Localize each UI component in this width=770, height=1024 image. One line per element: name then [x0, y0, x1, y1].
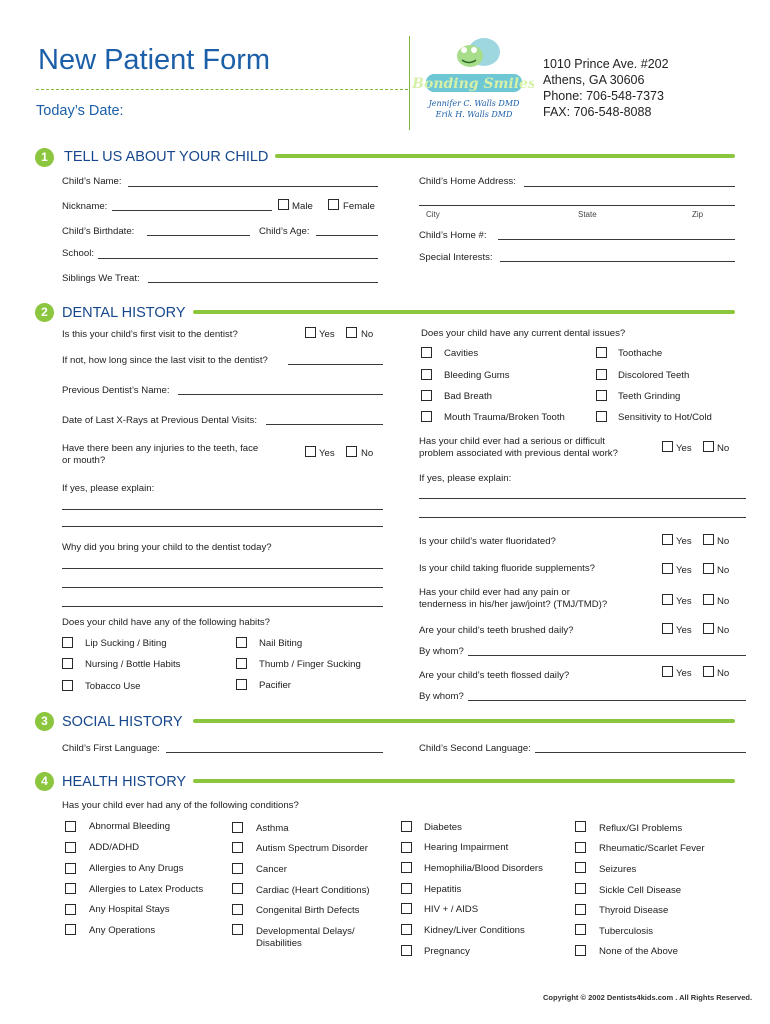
serious-problem-yes-label: Yes — [676, 443, 692, 454]
habit-label: Tobacco Use — [85, 681, 141, 692]
serious-problem-no-label: No — [717, 443, 730, 454]
condition-label: Allergies to Any Drugs — [89, 863, 184, 874]
serious-explain-line-1[interactable] — [419, 498, 746, 499]
flossed-question: Are your child’s teeth flossed daily? — [419, 670, 570, 681]
condition-label: Hearing Impairment — [424, 842, 509, 853]
brushed-no-label: No — [717, 625, 730, 636]
header-vertical-divider — [409, 36, 410, 130]
fluoridated-question: Is your child’s water fluoridated? — [419, 536, 556, 547]
issue-label: Cavities — [444, 348, 479, 359]
issue-label: Teeth Grinding — [618, 391, 681, 402]
school-label: School: — [62, 248, 94, 259]
condition-label: HIV + / AIDS — [424, 904, 479, 915]
injuries-question-line-1: Have there been any injuries to the teeth, face — [62, 443, 259, 454]
supplements-question: Is your child taking fluoride supplements? — [419, 563, 595, 574]
first-visit-no-label: No — [361, 329, 374, 340]
condition-checkbox[interactable] — [232, 863, 243, 874]
jaw-no-label: No — [717, 596, 730, 607]
dental-issues-question: Does your child have any current dental issues? — [421, 328, 626, 339]
issue-label: Sensitivity to Hot/Cold — [618, 412, 712, 423]
condition-label: Any Operations — [89, 925, 156, 936]
brushed-yes-label: Yes — [676, 625, 692, 636]
condition-label: Any Hospital Stays — [89, 904, 170, 915]
injuries-explain-line-2[interactable] — [62, 526, 383, 527]
jaw-question-line-2: tenderness in his/her jaw/joint? (TMJ/TMD)? — [419, 599, 608, 610]
brushed-question: Are your child’s teeth brushed daily? — [419, 625, 574, 636]
condition-label: None of the Above — [599, 946, 678, 957]
interests-field[interactable] — [500, 261, 735, 262]
condition-label: Asthma — [256, 823, 289, 834]
section-4-bar — [193, 779, 735, 783]
condition-label: Cancer — [256, 864, 287, 875]
age-label: Child’s Age: — [259, 226, 310, 237]
condition-checkbox[interactable] — [65, 821, 76, 832]
fluoridated-yes-checkbox[interactable] — [662, 534, 673, 545]
birthdate-field[interactable] — [147, 235, 250, 236]
condition-checkbox[interactable] — [401, 821, 412, 832]
page-title: New Patient Form — [38, 44, 271, 76]
condition-checkbox[interactable] — [575, 924, 586, 935]
section-2-title: DENTAL HISTORY — [62, 305, 186, 321]
condition-checkbox[interactable] — [232, 842, 243, 853]
condition-label: Cardiac (Heart Conditions) — [256, 885, 370, 896]
serious-problem-no-checkbox[interactable] — [703, 441, 714, 452]
condition-checkbox[interactable] — [401, 842, 412, 853]
supplements-yes-checkbox[interactable] — [662, 563, 673, 574]
first-visit-question: Is this your child’s first visit to the dentist? — [62, 329, 238, 340]
jaw-question-line-1: Has your child ever had any pain or — [419, 587, 570, 598]
xrays-field[interactable] — [266, 424, 383, 425]
condition-label: Pregnancy — [424, 946, 470, 957]
condition-checkbox[interactable] — [65, 883, 76, 894]
injuries-yes-label: Yes — [319, 448, 335, 459]
condition-checkbox[interactable] — [401, 945, 412, 956]
jaw-no-checkbox[interactable] — [703, 594, 714, 605]
habit-label: Thumb / Finger Sucking — [259, 659, 361, 670]
visit-reason-line-3[interactable] — [62, 606, 383, 607]
male-checkbox[interactable] — [278, 199, 289, 210]
section-3-number: 3 — [35, 712, 54, 731]
condition-label: Reflux/GI Problems — [599, 823, 683, 834]
brushed-by-whom-field[interactable] — [468, 655, 746, 656]
home-phone-field[interactable] — [498, 239, 735, 240]
condition-label: Kidney/Liver Conditions — [424, 925, 525, 936]
child-name-field[interactable] — [128, 186, 378, 187]
section-2-bar — [193, 310, 735, 314]
habit-checkbox[interactable] — [62, 680, 73, 691]
practice-logo — [412, 30, 534, 126]
condition-checkbox[interactable] — [575, 945, 586, 956]
logo-doctor-1: Jennifer C. Walls DMD — [428, 99, 520, 108]
condition-label: Hepatitis — [424, 884, 462, 895]
condition-label: Allergies to Latex Products — [89, 884, 204, 895]
logo-brand: Bonding Smiles — [412, 76, 534, 92]
previous-dentist-label: Previous Dentist’s Name: — [62, 385, 170, 396]
section-2-number: 2 — [35, 303, 54, 322]
zip-label: Zip — [692, 210, 704, 219]
serious-explain-label: If yes, please explain: — [419, 473, 512, 484]
birthdate-label: Child’s Birthdate: — [62, 226, 135, 237]
serious-problem-yes-checkbox[interactable] — [662, 441, 673, 452]
habit-checkbox[interactable] — [236, 637, 247, 648]
supplements-no-label: No — [717, 565, 730, 576]
visit-reason-line-1[interactable] — [62, 568, 383, 569]
section-1-bar — [275, 154, 735, 158]
condition-label: Tuberculosis — [599, 926, 654, 937]
jaw-yes-label: Yes — [676, 596, 692, 607]
condition-checkbox[interactable] — [232, 822, 243, 833]
condition-checkbox[interactable] — [232, 904, 243, 915]
condition-label: Autism Spectrum Disorder — [256, 843, 368, 854]
fluoridated-no-label: No — [717, 536, 730, 547]
siblings-label: Siblings We Treat: — [62, 273, 140, 284]
condition-checkbox[interactable] — [575, 821, 586, 832]
condition-checkbox[interactable] — [65, 863, 76, 874]
first-visit-yes-label: Yes — [319, 329, 335, 340]
first-visit-no-checkbox[interactable] — [346, 327, 357, 338]
issue-label: Mouth Trauma/Broken Tooth — [444, 412, 565, 423]
visit-reason-line-2[interactable] — [62, 587, 383, 588]
habits-question: Does your child have any of the following habits? — [62, 617, 270, 628]
injuries-explain-label: If yes, please explain: — [62, 483, 155, 494]
habit-label: Nursing / Bottle Habits — [85, 659, 181, 670]
section-3-bar — [193, 719, 735, 723]
condition-label: Seizures — [599, 864, 637, 875]
copyright-text: Copyright © 2002 Dentists4kids.com . All Rights Reserved. — [543, 993, 753, 1002]
condition-label: Diabetes — [424, 822, 462, 833]
issue-checkbox[interactable] — [596, 369, 607, 380]
flossed-by-whom-field[interactable] — [468, 700, 746, 701]
home-phone-label: Child’s Home #: — [419, 230, 487, 241]
habit-checkbox[interactable] — [62, 637, 73, 648]
habit-checkbox[interactable] — [62, 658, 73, 669]
section-1-title: TELL US ABOUT YOUR CHILD — [64, 149, 269, 165]
address-line-1: 1010 Prince Ave. #202 — [543, 57, 669, 71]
second-language-field[interactable] — [535, 752, 746, 753]
conditions-question: Has your child ever had any of the following conditions? — [62, 800, 299, 811]
previous-dentist-field[interactable] — [178, 394, 383, 395]
condition-label: ADD/ADHD — [89, 842, 140, 853]
condition-label: Thyroid Disease — [599, 905, 669, 916]
section-4-title: HEALTH HISTORY — [62, 774, 187, 790]
condition-label: Developmental Delays/ — [256, 926, 355, 937]
issue-checkbox[interactable] — [421, 411, 432, 422]
xrays-label: Date of Last X-Rays at Previous Dental Visits: — [62, 415, 257, 426]
todays-date-label: Today’s Date: — [36, 103, 124, 119]
condition-checkbox[interactable] — [401, 883, 412, 894]
flossed-yes-label: Yes — [676, 668, 692, 679]
fax-number: FAX: 706-548-8088 — [543, 105, 652, 119]
brushed-by-whom-label: By whom? — [419, 646, 464, 657]
condition-checkbox[interactable] — [401, 924, 412, 935]
child-name-label: Child’s Name: — [62, 176, 122, 187]
condition-checkbox[interactable] — [65, 924, 76, 935]
serious-problem-question-line-1: Has your child ever had a serious or difficult — [419, 436, 605, 447]
issue-checkbox[interactable] — [596, 390, 607, 401]
last-visit-question: If not, how long since the last visit to the dentist? — [62, 355, 268, 366]
nickname-field[interactable] — [112, 210, 272, 211]
injuries-question-line-2: or mouth? — [62, 455, 106, 466]
last-visit-field[interactable] — [288, 364, 383, 365]
condition-label: Abnormal Bleeding — [89, 821, 171, 832]
issue-checkbox[interactable] — [421, 347, 432, 358]
condition-checkbox[interactable] — [65, 842, 76, 853]
injuries-no-checkbox[interactable] — [346, 446, 357, 457]
habit-checkbox[interactable] — [236, 658, 247, 669]
issue-label: Toothache — [618, 348, 663, 359]
condition-label-continued: Disabilities — [256, 938, 302, 949]
school-field[interactable] — [98, 258, 378, 259]
habit-checkbox[interactable] — [236, 679, 247, 690]
city-state-zip-field[interactable] — [419, 205, 735, 206]
siblings-field[interactable] — [148, 282, 378, 283]
condition-label: Congenital Birth Defects — [256, 905, 360, 916]
issue-label: Bleeding Gums — [444, 370, 510, 381]
interests-label: Special Interests: — [419, 252, 493, 263]
home-address-label: Child’s Home Address: — [419, 176, 516, 187]
jaw-yes-checkbox[interactable] — [662, 594, 673, 605]
fluoridated-yes-label: Yes — [676, 536, 692, 547]
condition-checkbox[interactable] — [401, 862, 412, 873]
brushed-no-checkbox[interactable] — [703, 623, 714, 634]
condition-checkbox[interactable] — [575, 883, 586, 894]
injuries-no-label: No — [361, 448, 374, 459]
condition-label: Hemophilia/Blood Disorders — [424, 863, 543, 874]
injuries-yes-checkbox[interactable] — [305, 446, 316, 457]
section-1-number: 1 — [35, 148, 54, 167]
condition-checkbox[interactable] — [232, 883, 243, 894]
flossed-no-checkbox[interactable] — [703, 666, 714, 677]
condition-checkbox[interactable] — [401, 903, 412, 914]
second-language-label: Child’s Second Language: — [419, 743, 531, 754]
serious-explain-line-2[interactable] — [419, 517, 746, 518]
issue-checkbox[interactable] — [596, 347, 607, 358]
city-label: City — [426, 210, 440, 219]
issue-checkbox[interactable] — [421, 369, 432, 380]
condition-checkbox[interactable] — [232, 924, 243, 935]
habit-label: Pacifier — [259, 680, 291, 691]
habit-label: Lip Sucking / Biting — [85, 638, 167, 649]
flossed-by-whom-label: By whom? — [419, 691, 464, 702]
fluoridated-no-checkbox[interactable] — [703, 534, 714, 545]
phone-number: Phone: 706-548-7373 — [543, 89, 664, 103]
condition-checkbox[interactable] — [575, 904, 586, 915]
section-4-number: 4 — [35, 772, 54, 791]
female-label: Female — [343, 201, 375, 212]
issue-checkbox[interactable] — [596, 411, 607, 422]
habit-label: Nail Biting — [259, 638, 303, 649]
condition-checkbox[interactable] — [575, 842, 586, 853]
issue-checkbox[interactable] — [421, 390, 432, 401]
flossed-yes-checkbox[interactable] — [662, 666, 673, 677]
supplements-yes-label: Yes — [676, 565, 692, 576]
issue-label: Bad Breath — [444, 391, 493, 402]
issue-label: Discolored Teeth — [618, 370, 690, 381]
flossed-no-label: No — [717, 668, 730, 679]
condition-checkbox[interactable] — [575, 862, 586, 873]
address-line-2: Athens, GA 30606 — [543, 73, 645, 87]
condition-checkbox[interactable] — [65, 904, 76, 915]
injuries-explain-line-1[interactable] — [62, 509, 383, 510]
first-language-field[interactable] — [166, 752, 383, 753]
section-3-title: SOCIAL HISTORY — [62, 714, 183, 730]
first-visit-yes-checkbox[interactable] — [305, 327, 316, 338]
state-label: State — [578, 210, 597, 219]
brushed-yes-checkbox[interactable] — [662, 623, 673, 634]
serious-problem-question-line-2: problem associated with previous dental work? — [419, 448, 618, 459]
condition-label: Rheumatic/Scarlet Fever — [599, 843, 705, 854]
visit-reason-question: Why did you bring your child to the dentist today? — [62, 542, 272, 553]
male-label: Male — [292, 201, 313, 212]
condition-label: Sickle Cell Disease — [599, 885, 682, 896]
age-field[interactable] — [316, 235, 378, 236]
home-address-field[interactable] — [524, 186, 735, 187]
logo-doctor-2: Erik H. Walls DMD — [435, 110, 513, 119]
header-divider — [36, 89, 408, 90]
female-checkbox[interactable] — [328, 199, 339, 210]
supplements-no-checkbox[interactable] — [703, 563, 714, 574]
nickname-label: Nickname: — [62, 201, 108, 212]
first-language-label: Child’s First Language: — [62, 743, 160, 754]
